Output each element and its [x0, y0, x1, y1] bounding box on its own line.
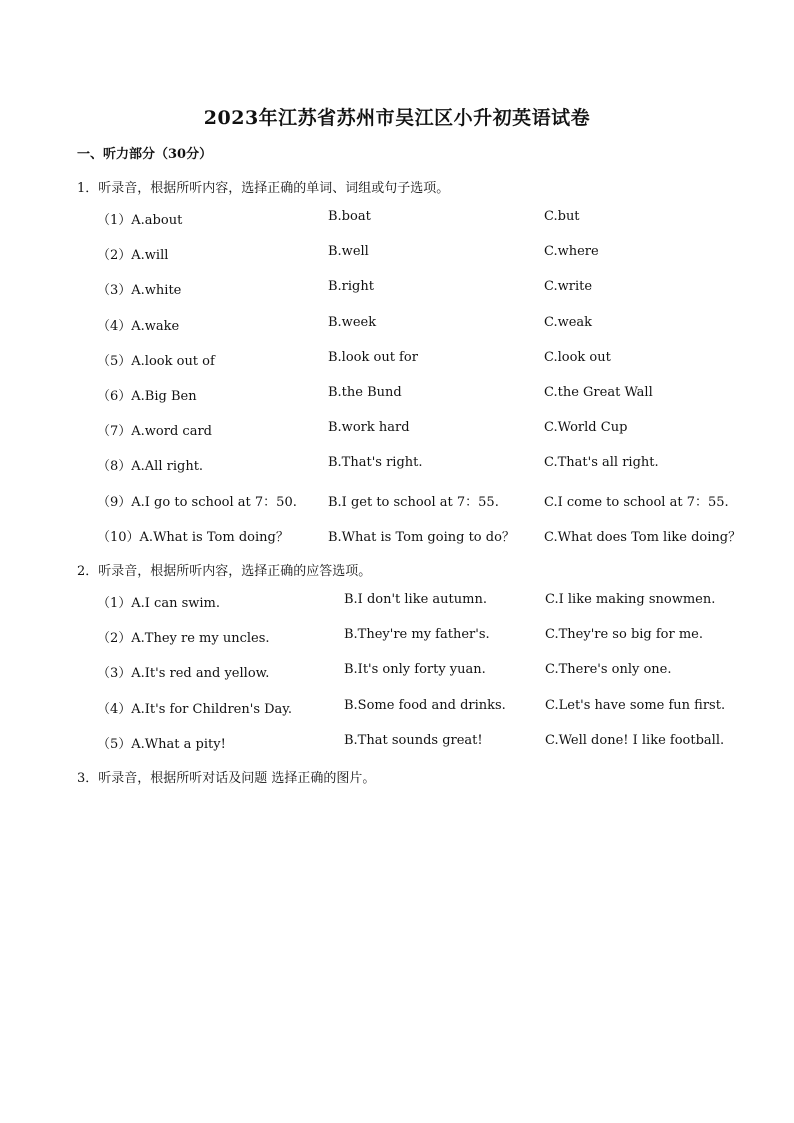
option-c: C.write — [544, 279, 593, 295]
option-a: （5）A.What a pity! — [97, 736, 226, 752]
option-b: B.right — [328, 279, 374, 295]
option-c: C.Let's have some fun first. — [545, 697, 726, 713]
option-row — [0, 455, 794, 475]
option-b: B.That's right. — [328, 455, 423, 471]
option-b: B.Some food and drinks. — [344, 697, 506, 713]
option-row — [0, 526, 794, 546]
option-row — [0, 385, 794, 405]
option-row — [0, 315, 794, 335]
option-a: （4）A.It's for Children's Day. — [97, 701, 293, 717]
option-b: B.the Bund — [328, 385, 402, 400]
option-row — [0, 627, 794, 647]
option-c: C.What does Tom like doing？ — [544, 529, 742, 545]
option-a: （2）A.They re my uncles. — [97, 631, 270, 647]
option-b: B.I get to school at 7：55. — [328, 494, 499, 510]
option-c: C.where — [544, 244, 599, 260]
option-a: （10）A.What is Tom doing？ — [97, 529, 289, 545]
option-a: （6）A.Big Ben — [97, 389, 197, 404]
option-row — [0, 491, 794, 511]
section-heading-listening: 一、听力部分（30分） — [77, 147, 213, 162]
question-1-stem: 1．听录音，根据所听内容，选择正确的单词、词组或句子选项。 — [77, 181, 450, 196]
option-row — [0, 350, 794, 370]
option-b: B.look out for — [328, 349, 418, 365]
question-2-stem: 2．听录音，根据所听内容，选择正确的应答选项。 — [77, 564, 372, 579]
option-b: B.What is Tom going to do？ — [328, 529, 515, 545]
option-c: C.There's only one. — [545, 662, 672, 678]
question-3-stem: 3．听录音，根据所听对话及问题 选择正确的图片。 — [77, 771, 376, 786]
option-a: （1）A.about — [97, 213, 183, 228]
option-row — [0, 279, 794, 299]
option-row — [0, 662, 794, 682]
option-b: B.well — [328, 244, 369, 260]
option-a: （2）A.will — [97, 248, 169, 264]
option-a: （1）A.I can swim. — [97, 596, 221, 611]
option-c: C.weak — [544, 314, 593, 330]
option-row — [0, 209, 794, 229]
option-a: （9）A.I go to school at 7：50. — [97, 494, 297, 510]
option-row — [0, 592, 794, 612]
option-c: C.That's all right. — [544, 455, 659, 471]
option-a: （7）A.word card — [97, 424, 212, 440]
option-b: B.That sounds great! — [344, 732, 483, 748]
option-a: （5）A.look out of — [97, 353, 215, 369]
option-a: （8）A.All right. — [97, 459, 204, 475]
option-c: C.Well done! I like football. — [545, 732, 725, 748]
option-b: B.week — [328, 314, 377, 330]
page-title: 2023年江苏省苏州市吴江区小升初英语试卷 — [203, 107, 591, 129]
option-c: C.They're so big for me. — [545, 627, 704, 643]
option-c: C.the Great Wall — [544, 385, 653, 400]
option-row — [0, 420, 794, 440]
option-c: C.World Cup — [544, 420, 628, 436]
option-b: B.They're my father's. — [344, 627, 490, 643]
option-b: B.boat — [328, 209, 371, 224]
option-c: C.I like making snowmen. — [545, 592, 716, 607]
option-a: （3）A.white — [97, 283, 182, 299]
option-b: B.It's only forty yuan. — [344, 662, 486, 678]
option-row — [0, 698, 794, 718]
option-a: （3）A.It's red and yellow. — [97, 666, 270, 682]
option-c: C.look out — [544, 349, 611, 365]
option-c: C.I come to school at 7：55. — [544, 494, 729, 510]
option-b: B.work hard — [328, 420, 410, 436]
option-row — [0, 733, 794, 753]
option-b: B.I don't like autumn. — [344, 592, 487, 607]
option-a: （4）A.wake — [97, 318, 180, 334]
option-row — [0, 244, 794, 264]
option-c: C.but — [544, 209, 580, 224]
